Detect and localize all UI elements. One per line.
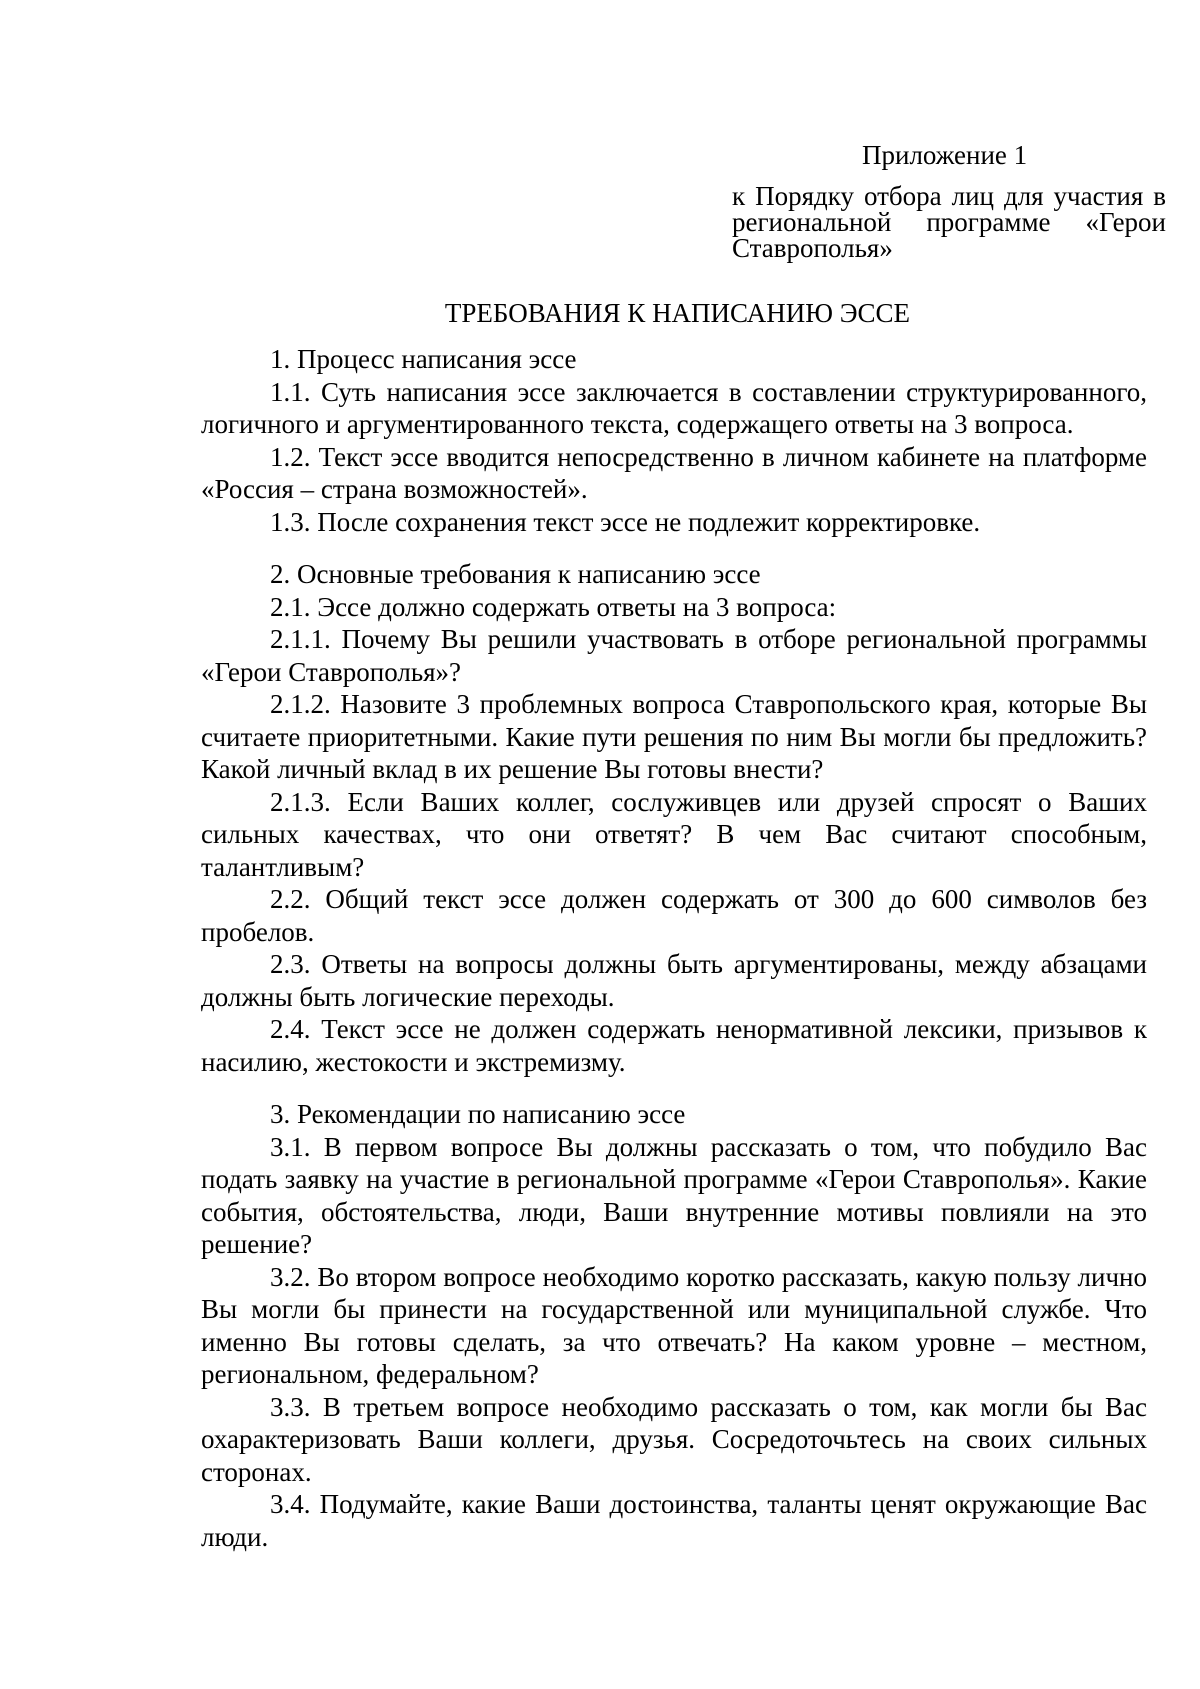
paragraph-3-4: 3.4. Подумайте, какие Ваши достоинства, таланты ценят окружающие Вас люди. (201, 1489, 1147, 1552)
paragraph-2-1-3: 2.1.3. Если Ваших коллег, сослуживцев или друзей спросят о Ваших сильных качествах, что они ответят? В чем Вас считают способным, талантливым? (201, 786, 1147, 882)
section-heading-2: 2. Основные требования к написанию эссе (270, 559, 761, 589)
document-title: ТРЕБОВАНИЯ К НАПИСАНИЮ ЭССЕ (444, 298, 911, 328)
paragraph-2-1-1: 2.1.1. Почему Вы решили участвовать в отборе региональной программы «Герои Ставрополья»? (201, 624, 1147, 687)
paragraph-1-1: 1.1. Суть написания эссе заключается в составлении структурированного, логичного и аргументированного текста, содержащего ответы на 3 вопроса. (201, 376, 1147, 439)
paragraph-3-1: 3.1. В первом вопросе Вы должны рассказать о том, что побудило Вас подать заявку на участие в региональной программе «Герои Ставрополья». Какие события, обстоятельства, люди, Ваши внутренние мотивы повлияли на это решение? (201, 1131, 1147, 1259)
paragraph-1-3: 1.3. После сохранения текст эссе не подлежит корректировке. (270, 506, 981, 537)
paragraph-1-2: 1.2. Текст эссе вводится непосредственно в личном кабинете на платформе «Россия – страна возможностей». (201, 441, 1147, 504)
paragraph-3-3: 3.3. В третьем вопросе необходимо рассказать о том, как могли бы Вас охарактеризовать Ваши коллеги, друзья. Сосредоточьтесь на своих сильных сторонах. (201, 1391, 1147, 1487)
paragraph-3-2: 3.2. Во втором вопросе необходимо коротко рассказать, какую пользу лично Вы могли бы принести на государственной или муниципальной службе. Что именно Вы готовы сделать, за что отвечать? На каком уровне – местном, региональном, федеральном? (201, 1261, 1147, 1389)
appendix-reference: к Порядку отбора лиц для участия в региональной программе «Герои Ставрополья» (732, 181, 1166, 263)
paragraph-2-1-2: 2.1.2. Назовите 3 проблемных вопроса Ставропольского края, которые Вы считаете приоритетными. Какие пути решения по ним Вы могли бы предложить? Какой личный вклад в их решение Вы готовы внести? (201, 689, 1147, 784)
paragraph-2-4: 2.4. Текст эссе не должен содержать ненормативной лексики, призывов к насилию, жестокости и экстремизму. (201, 1014, 1147, 1077)
appendix-label: Приложение 1 (862, 140, 1028, 170)
paragraph-2-2: 2.2. Общий текст эссе должен содержать от 300 до 600 символов без пробелов. (201, 884, 1147, 947)
paragraph-2-1: 2.1. Эссе должно содержать ответы на 3 вопроса: (270, 591, 837, 622)
document-body (201, 343, 1147, 1553)
paragraph-2-3: 2.3. Ответы на вопросы должны быть аргументированы, между абзацами должны быть логические переходы. (201, 949, 1147, 1012)
section-heading-3: 3. Рекомендации по написанию эссе (270, 1099, 686, 1129)
section-heading-1: 1. Процесс написания эссе (270, 344, 577, 374)
